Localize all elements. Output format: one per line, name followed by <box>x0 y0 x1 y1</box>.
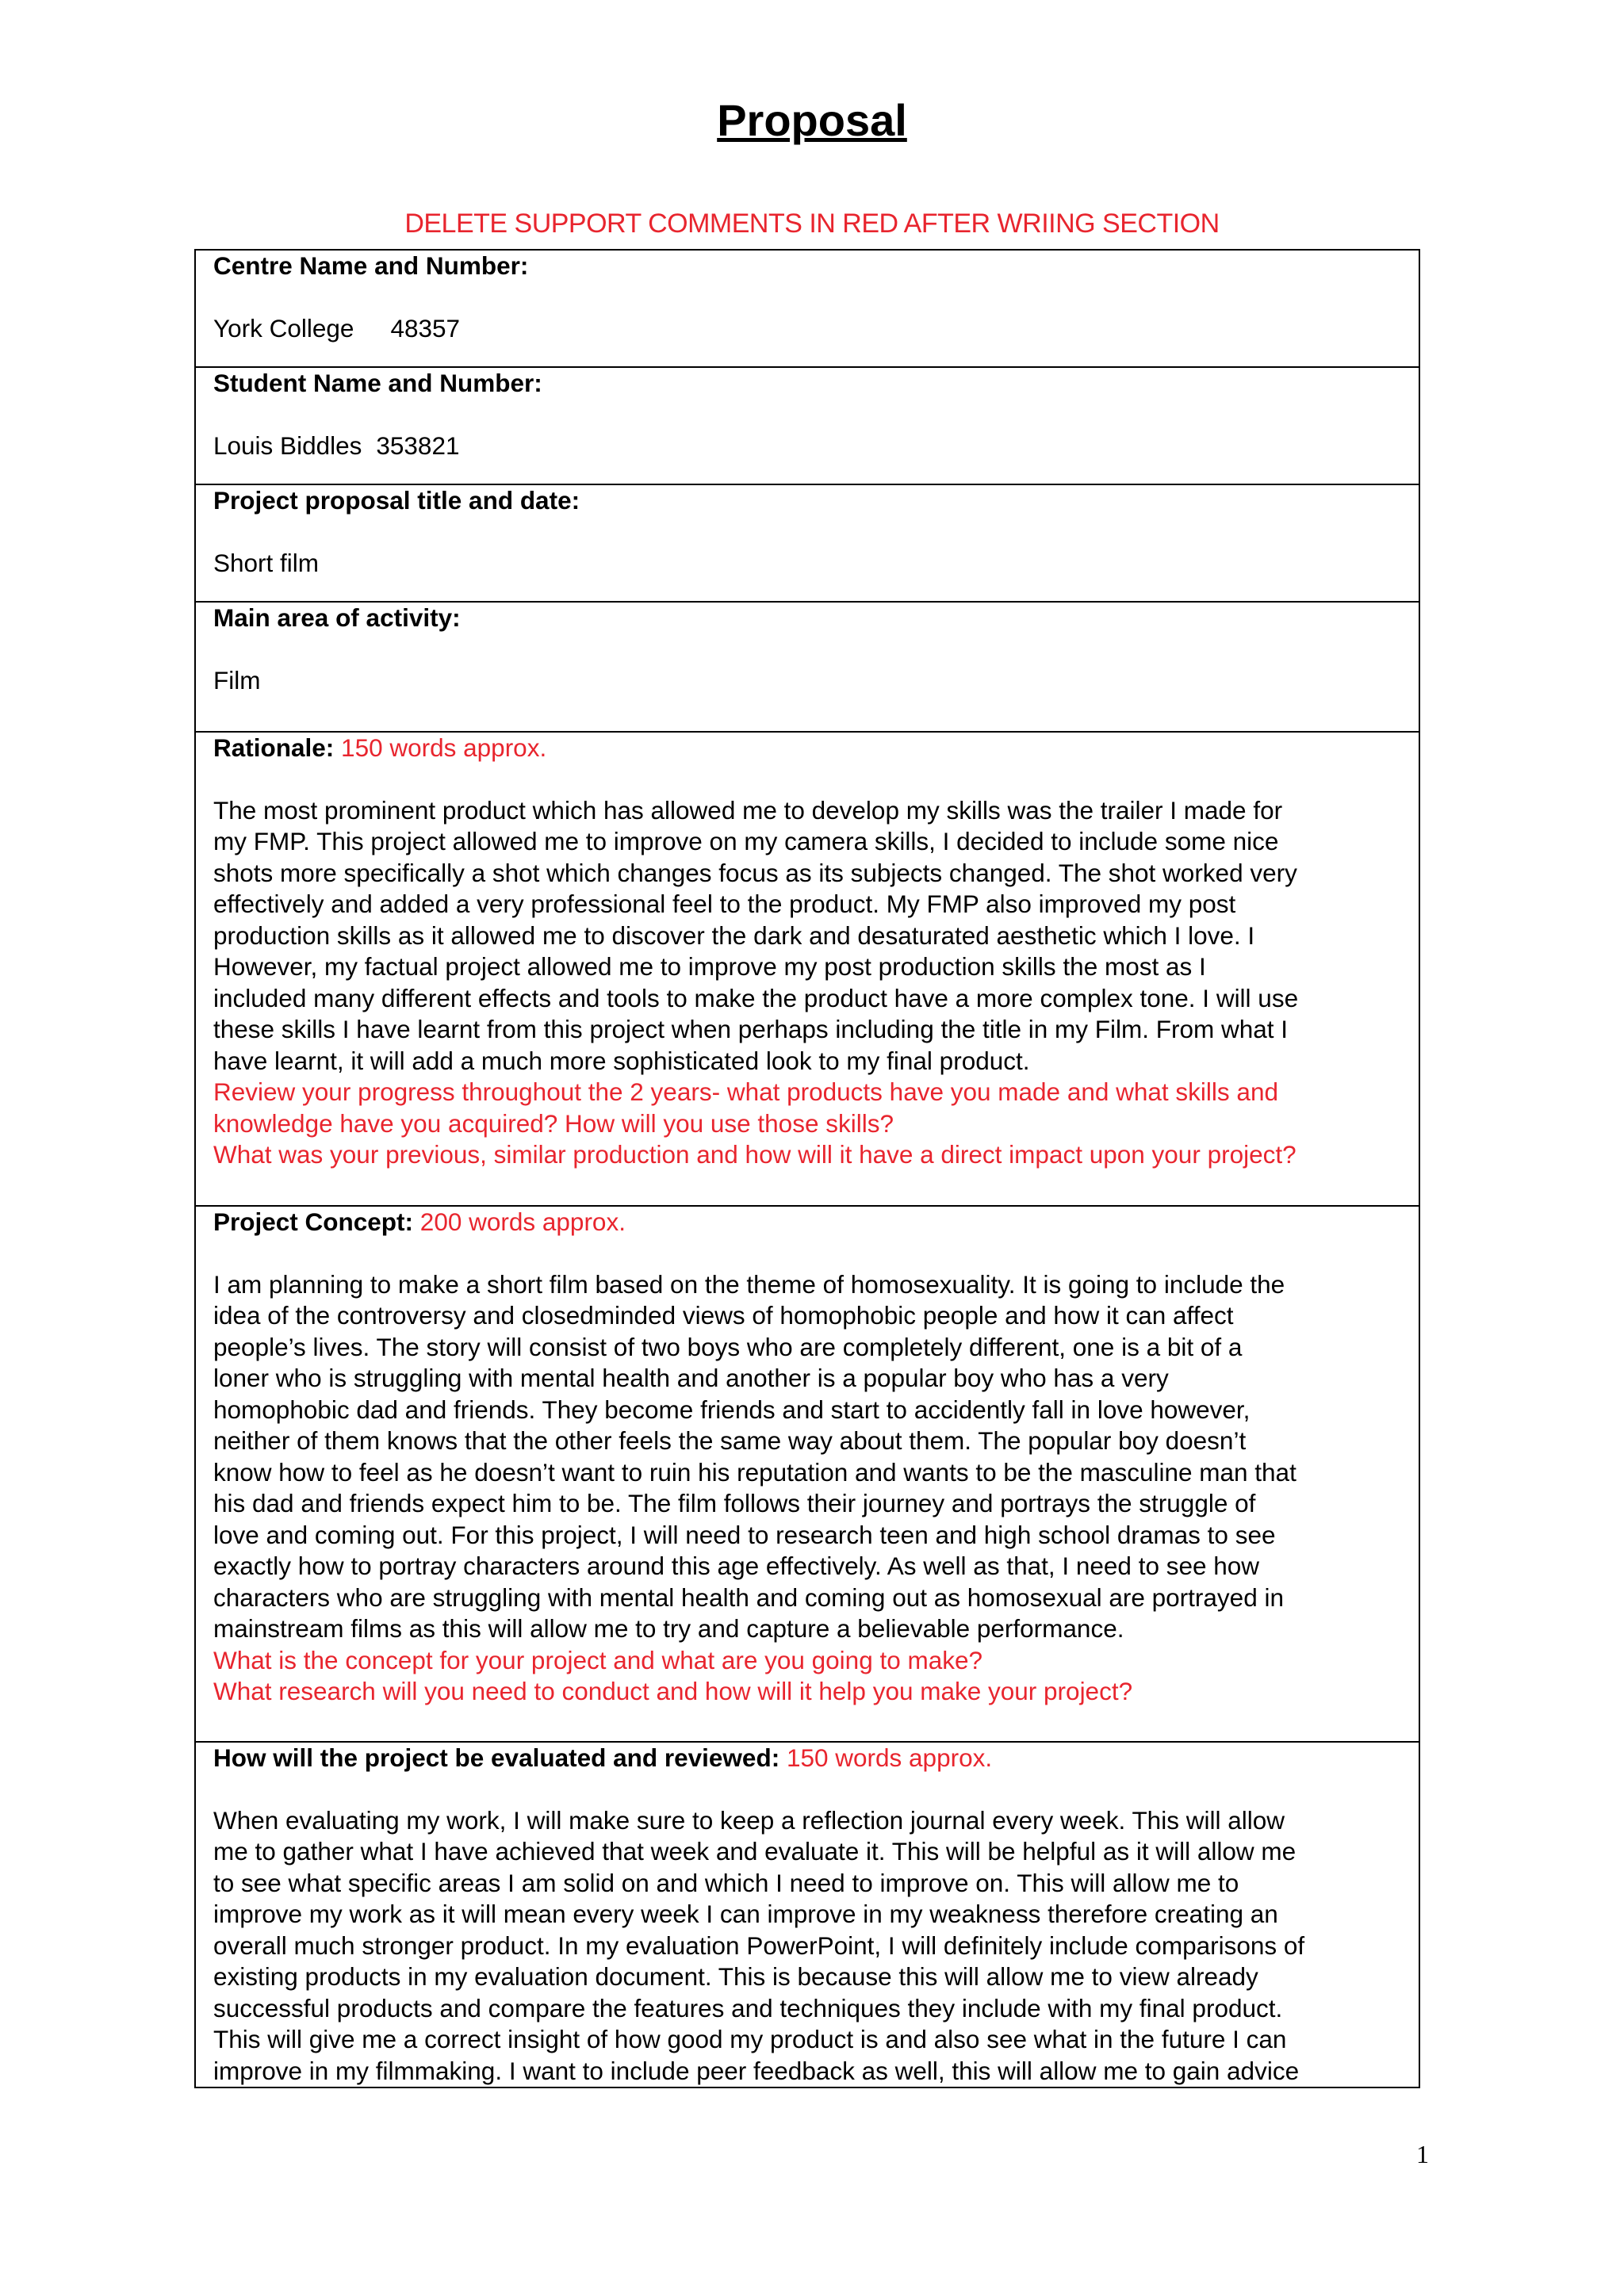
concept-line: I am planning to make a short film based on the theme of homosexuality. It is going to include the <box>213 1269 1285 1299</box>
student-label: Student Name and Number: <box>213 369 542 397</box>
activity-label: Main area of activity: <box>213 603 461 632</box>
rationale-line: production skills as it allowed me to discover the dark and desaturated aesthetic which I love. I <box>213 920 1255 950</box>
concept-cell <box>195 1206 1419 1742</box>
concept-line: loner who is struggling with mental health and another is a popular boy who has a very <box>213 1364 1169 1392</box>
evaluation-line: overall much stronger product. In my evaluation PowerPoint, I will definitely include comparisons of <box>213 1931 1305 1960</box>
concept-line: know how to feel as he doesn’t want to ruin his reputation and wants to be the masculine man that <box>213 1457 1297 1487</box>
rationale-label: Rationale: <box>213 733 335 762</box>
project-title-cell <box>195 484 1419 602</box>
concept-line: neither of them knows that the other feels the same way about them. The popular boy doesn’t <box>213 1426 1247 1455</box>
evaluation-body <box>213 1805 1401 2087</box>
project-title-label: Project proposal title and date: <box>213 486 580 515</box>
page-number: 1 <box>1416 2140 1429 2168</box>
evaluation-line: successful products and compare the features and techniques they include with my final product. <box>213 1993 1283 2022</box>
evaluation-heading <box>213 1743 1401 1774</box>
rationale-support-line: knowledge have you acquired? How will you use those skills? <box>213 1108 894 1138</box>
evaluation-line: existing products in my evaluation document. This is because this will allow me to view already <box>213 1962 1258 1991</box>
concept-line: people’s lives. The story will consist of two boys who are completely different, one is a bit of a <box>213 1332 1243 1361</box>
support-note: DELETE SUPPORT COMMENTS IN RED AFTER WRIING SECTION <box>404 209 1220 239</box>
student-cell <box>195 367 1419 484</box>
rationale-line: these skills I have learnt from this project when perhaps including the title in my Film. From what I <box>213 1015 1289 1043</box>
concept-support-line: What is the concept for your project and what are you going to make? <box>213 1645 983 1674</box>
rationale-body <box>213 795 1401 1171</box>
evaluation-line: When evaluating my work, I will make sure to keep a reflection journal every week. This will allow <box>213 1805 1285 1835</box>
project-title-value: Short film <box>213 548 320 577</box>
student-value <box>213 430 1401 462</box>
evaluation-line: improve in my filmmaking. I want to include peer feedback as well, this will allow me to gain advice <box>213 2056 1300 2085</box>
concept-line: mainstream films as this will allow me to try and capture a believable performance. <box>213 1614 1124 1643</box>
evaluation-line: improve my work as it will mean every week I can improve in my weakness therefore creating an <box>213 1900 1278 1928</box>
activity-cell <box>195 602 1419 732</box>
centre-label: Centre Name and Number: <box>213 251 529 280</box>
rationale-line: shots more specifically a shot which changes focus as its subjects changed. The shot worked very <box>213 858 1297 887</box>
student-number: 353821 <box>376 430 460 460</box>
activity-row <box>195 602 1419 732</box>
page-title: Proposal <box>717 95 907 145</box>
rationale-support-line: What was your previous, similar production and how will it have a direct impact upon your project? <box>213 1140 1297 1169</box>
concept-hint: 200 words approx. <box>419 1207 626 1236</box>
rationale-line: However, my factual project allowed me to improve my post production skills the most as I <box>213 952 1206 981</box>
student-row <box>195 367 1419 484</box>
evaluation-hint: 150 words approx. <box>786 1743 993 1772</box>
rationale-line: The most prominent product which has allowed me to develop my skills was the trailer I made for <box>213 795 1283 825</box>
concept-support-line: What research will you need to conduct and how will it help you make your project? <box>213 1677 1133 1705</box>
rationale-heading <box>213 733 1401 764</box>
rationale-cell <box>195 732 1419 1206</box>
centre-name: York College <box>213 313 354 342</box>
rationale-line: my FMP. This project allowed me to improve on my camera skills, I decided to include some nice <box>213 827 1279 855</box>
concept-line: exactly how to portray characters around this age effectively. As well as that, I need to see how <box>213 1552 1260 1580</box>
concept-heading <box>213 1207 1401 1238</box>
evaluation-row <box>195 1742 1419 2087</box>
rationale-row <box>195 732 1419 1206</box>
rationale-hint: 150 words approx. <box>341 733 547 762</box>
evaluation-line: to see what specific areas I am solid on and which I need to improve on. This will allow me to <box>213 1868 1239 1897</box>
proposal-form-table <box>194 249 1420 2088</box>
concept-line: characters who are struggling with mental health and coming out as homosexual are portrayed in <box>213 1582 1284 1612</box>
centre-number: 48357 <box>390 313 461 342</box>
student-name: Louis Biddles <box>213 430 362 460</box>
concept-line: his dad and friends expect him to be. The film follows their journey and portrays the struggle of <box>213 1489 1256 1517</box>
concept-line: homophobic dad and friends. They become friends and start to accidently fall in love however, <box>213 1395 1251 1424</box>
evaluation-label: How will the project be evaluated and reviewed: <box>213 1743 780 1772</box>
evaluation-line: me to gather what I have achieved that week and evaluate it. This will be helpful as it will allow me <box>213 1837 1297 1866</box>
activity-value: Film <box>213 665 261 695</box>
evaluation-line: This will give me a correct insight of how good my product is and also see what in the future I can <box>213 2025 1287 2053</box>
centre-cell <box>195 250 1419 367</box>
centre-row <box>195 250 1419 367</box>
evaluation-cell <box>195 1742 1419 2087</box>
rationale-support-line: Review your progress throughout the 2 years- what products have you made and what skills and <box>213 1077 1278 1106</box>
concept-line: idea of the controversy and closedminded views of homophobic people and how it can affect <box>213 1301 1234 1330</box>
concept-body <box>213 1269 1401 1708</box>
concept-label: Project Concept: <box>213 1207 414 1236</box>
concept-line: love and coming out. For this project, I will need to research teen and high school dramas to see <box>213 1520 1276 1549</box>
rationale-line: effectively and added a very professional feel to the product. My FMP also improved my post <box>213 890 1236 918</box>
rationale-line: included many different effects and tools to make the product have a more complex tone. I will use <box>213 983 1299 1012</box>
project-title-row <box>195 484 1419 602</box>
concept-row <box>195 1206 1419 1742</box>
centre-value <box>213 313 1401 345</box>
rationale-line: have learnt, it will add a much more sophisticated look to my final product. <box>213 1046 1030 1075</box>
